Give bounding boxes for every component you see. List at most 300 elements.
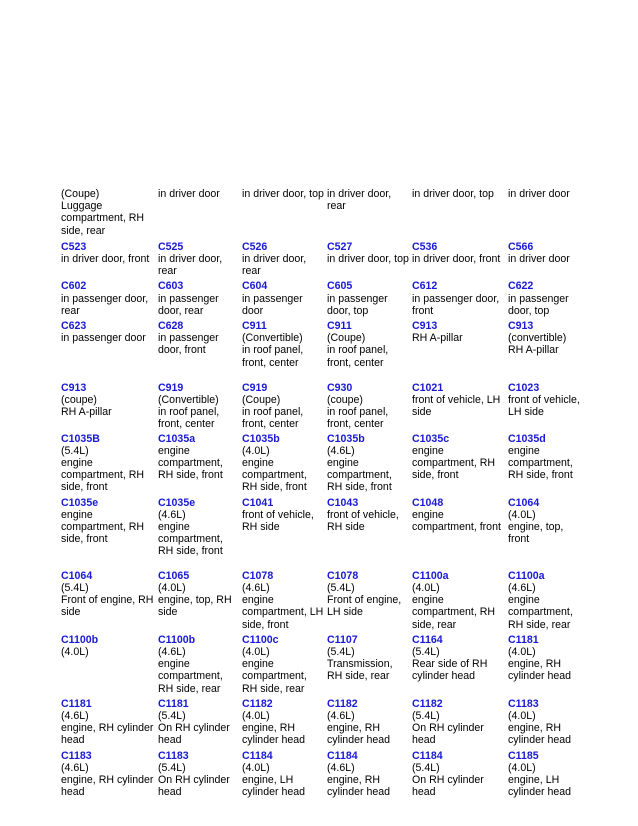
connector-code: C622 xyxy=(508,280,534,293)
connector-cell xyxy=(508,570,581,631)
location-text: On RH cylinder xyxy=(158,722,230,735)
connector-code: C1181 xyxy=(61,697,92,710)
location-text: front, center xyxy=(158,418,215,431)
connector-cell xyxy=(412,570,508,631)
location-text: cylinder head xyxy=(327,734,391,747)
connector-cell xyxy=(508,634,581,695)
connector-cell xyxy=(61,497,158,558)
location-text: (5.4L) xyxy=(61,444,89,457)
location-text: rear xyxy=(158,265,177,278)
location-text: in driver door, xyxy=(242,253,307,266)
location-text: (4.6L) xyxy=(158,508,186,521)
location-text: engine, RH xyxy=(327,722,380,735)
connector-cell xyxy=(61,433,158,494)
connector-cell xyxy=(61,382,158,431)
connector-cell xyxy=(242,634,327,695)
location-text: cylinder head xyxy=(242,734,306,747)
location-text: cylinder head xyxy=(508,670,572,683)
connector-code: C536 xyxy=(412,240,438,253)
connector-code: C1065 xyxy=(158,569,190,582)
location-text: door, top xyxy=(327,304,369,317)
connector-cell xyxy=(242,433,327,494)
location-text: rear xyxy=(242,265,261,278)
location-text: engine xyxy=(327,457,359,470)
connector-cell xyxy=(508,280,581,317)
location-text: in driver door, top xyxy=(412,188,494,200)
location-text: RH side, front xyxy=(158,469,223,482)
table-row xyxy=(61,382,581,431)
connector-code: C604 xyxy=(242,280,268,293)
location-text: Transmission, xyxy=(327,658,393,671)
connector-cell xyxy=(242,698,327,747)
location-text: front, center xyxy=(327,418,384,431)
location-text: engine, top, xyxy=(508,521,564,534)
location-text: in roof panel, xyxy=(242,406,304,419)
table-row xyxy=(61,241,581,278)
location-text: LH side xyxy=(508,406,544,419)
connector-code: C913 xyxy=(412,320,438,333)
location-text: cylinder head xyxy=(508,786,572,799)
connector-cell xyxy=(158,382,242,431)
connector-code: C1181 xyxy=(158,697,189,710)
connector-cell xyxy=(412,634,508,695)
location-text: engine xyxy=(242,457,274,470)
location-text: (coupe) xyxy=(61,394,97,407)
connector-code: C603 xyxy=(158,280,184,293)
location-text: front, center xyxy=(242,418,299,431)
location-text: engine xyxy=(508,444,540,457)
location-text: RH A-pillar xyxy=(412,332,463,345)
connector-code: C525 xyxy=(158,240,184,253)
location-text: compartment, xyxy=(242,469,307,482)
connector-code: C1182 xyxy=(327,697,358,710)
connector-cell xyxy=(327,497,412,558)
table-row xyxy=(61,497,581,558)
table-row xyxy=(61,698,581,747)
location-text: in roof panel, xyxy=(327,406,389,419)
connector-code: C1100c xyxy=(242,633,279,646)
location-text: Rear side of RH xyxy=(412,658,488,671)
location-text: side xyxy=(412,406,432,419)
connector-code: C1183 xyxy=(61,749,92,762)
location-text: engine, RH cylinder xyxy=(61,722,154,735)
connector-code: C911 xyxy=(327,320,352,333)
table-row xyxy=(61,750,581,799)
table-row xyxy=(61,320,581,369)
location-text: head xyxy=(412,786,436,799)
location-text: cylinder head xyxy=(508,734,572,747)
connector-code: C1078 xyxy=(242,569,274,582)
location-text: front of vehicle, LH xyxy=(412,394,501,407)
connector-code: C1183 xyxy=(158,749,189,762)
connector-code: C1100b xyxy=(61,633,99,646)
connector-cell xyxy=(508,320,581,369)
location-text: in driver door xyxy=(158,188,220,200)
location-text: engine xyxy=(242,594,274,607)
connector-cell xyxy=(327,433,412,494)
location-text: in passenger door xyxy=(61,332,146,345)
location-text: (4.6L) xyxy=(508,581,536,594)
connector-code: C1021 xyxy=(412,381,444,394)
location-text: engine, RH xyxy=(327,773,380,786)
connector-cell xyxy=(242,241,327,278)
connector-cell xyxy=(61,750,158,799)
location-text: engine xyxy=(412,444,444,457)
location-text: RH A-pillar xyxy=(61,406,112,419)
location-text: (Convertible) xyxy=(242,332,303,345)
connector-cell xyxy=(412,320,508,369)
connector-cell xyxy=(242,320,327,369)
location-text: (Convertible) xyxy=(158,394,219,407)
location-text: compartment, xyxy=(158,670,223,683)
location-text: front xyxy=(508,533,530,546)
connector-code: C623 xyxy=(61,320,87,333)
location-text: side, rear xyxy=(61,224,106,237)
location-text: compartment, xyxy=(327,469,392,482)
location-text: (5.4L) xyxy=(412,761,440,774)
location-text: RH side, front xyxy=(508,469,573,482)
location-text: in passenger door, xyxy=(412,292,500,305)
connector-code: C523 xyxy=(61,240,87,253)
connector-code: C1100a xyxy=(412,569,449,582)
location-text: Luggage xyxy=(61,200,103,213)
location-text: (4.0L) xyxy=(508,645,536,658)
location-text: engine, LH xyxy=(242,773,294,786)
location-text: On RH cylinder xyxy=(412,773,484,786)
connector-cell xyxy=(242,750,327,799)
connector-code: C566 xyxy=(508,240,534,253)
connector-code: C628 xyxy=(158,320,184,333)
location-text: in roof panel, xyxy=(158,406,220,419)
location-text: front, center xyxy=(242,356,299,369)
connector-cell xyxy=(61,634,158,695)
connector-cell xyxy=(412,750,508,799)
connector-code: C1078 xyxy=(327,569,359,582)
location-text: in passenger xyxy=(508,292,569,305)
table-row xyxy=(61,280,581,317)
connector-code: C605 xyxy=(327,280,353,293)
location-text: (4.0L) xyxy=(242,444,270,457)
connector-cell xyxy=(508,382,581,431)
location-text: cylinder head xyxy=(412,670,476,683)
connector-code: C602 xyxy=(61,280,87,293)
connector-code: C1183 xyxy=(508,697,539,710)
location-text: compartment, xyxy=(508,457,573,470)
connector-cell xyxy=(327,382,412,431)
connector-code: C1035c xyxy=(412,432,450,445)
connector-cell xyxy=(158,634,242,695)
connector-cell xyxy=(412,188,508,237)
location-text: (4.0L) xyxy=(61,645,89,658)
location-text: front of vehicle, xyxy=(242,508,314,521)
location-text: in driver door, front xyxy=(412,253,501,266)
connector-code: C1182 xyxy=(412,697,443,710)
location-text: in passenger xyxy=(242,292,303,305)
location-text: side, front xyxy=(242,618,289,631)
location-text: engine xyxy=(412,594,444,607)
location-text: (4.0L) xyxy=(508,709,536,722)
location-text: engine xyxy=(61,457,93,470)
location-text: cylinder head xyxy=(327,786,391,799)
connector-code: C527 xyxy=(327,240,353,253)
connector-cell xyxy=(508,497,581,558)
location-text: in driver door xyxy=(508,253,570,266)
location-text: (4.6L) xyxy=(61,761,89,774)
location-text: (4.6L) xyxy=(327,444,355,457)
location-text: compartment, front xyxy=(412,521,501,534)
connector-cell xyxy=(61,698,158,747)
location-text: Front of engine, xyxy=(327,594,402,607)
location-text: head xyxy=(412,734,436,747)
connector-cell xyxy=(61,188,158,237)
location-text: engine xyxy=(242,658,274,671)
connector-code: C913 xyxy=(508,320,534,333)
location-text: engine xyxy=(61,508,93,521)
connector-cell xyxy=(327,570,412,631)
location-text: head xyxy=(158,734,182,747)
location-text: RH side, rear xyxy=(158,682,221,695)
connector-cell xyxy=(327,634,412,695)
location-text: door, top xyxy=(508,304,550,317)
location-text: engine, RH xyxy=(242,722,295,735)
connector-code: C919 xyxy=(242,381,268,394)
connector-cell xyxy=(61,241,158,278)
connector-code: C1048 xyxy=(412,496,444,509)
location-text: engine, RH xyxy=(508,722,561,735)
connector-cell xyxy=(242,382,327,431)
location-text: RH side, rear xyxy=(508,618,571,631)
connector-cell xyxy=(158,188,242,237)
connector-code: C1184 xyxy=(242,749,273,762)
connector-code: C1184 xyxy=(327,749,358,762)
connector-code: C930 xyxy=(327,381,353,394)
location-text: (Coupe) xyxy=(61,188,100,200)
connector-cell xyxy=(61,570,158,631)
connector-code: C612 xyxy=(412,280,438,293)
location-text: (Coupe) xyxy=(242,394,281,407)
location-text: compartment, LH xyxy=(242,606,324,619)
location-text: compartment, RH xyxy=(412,457,496,470)
connector-code: C1100b xyxy=(158,633,196,646)
connector-cell xyxy=(242,280,327,317)
table-row xyxy=(61,570,581,631)
location-text: in roof panel, xyxy=(327,344,389,357)
location-text: compartment, RH xyxy=(412,606,496,619)
connector-cell xyxy=(412,433,508,494)
connector-code: C1181 xyxy=(508,633,539,646)
connector-code: C1035b xyxy=(327,432,365,445)
location-text: head xyxy=(61,734,85,747)
location-text: RH side, front xyxy=(327,481,392,494)
connector-cell xyxy=(242,497,327,558)
location-text: (4.6L) xyxy=(61,709,89,722)
location-text: engine xyxy=(508,594,540,607)
location-text: in driver door xyxy=(508,188,570,200)
connector-code: C1035a xyxy=(158,432,196,445)
connector-code: C1035b xyxy=(242,432,280,445)
location-text: RH A-pillar xyxy=(508,344,559,357)
location-text: in passenger xyxy=(158,292,219,305)
location-text: RH side xyxy=(327,521,365,534)
location-text: side, front xyxy=(412,469,459,482)
location-text: RH side, rear xyxy=(242,682,305,695)
location-text: engine, LH xyxy=(508,773,560,786)
location-text: side, front xyxy=(61,533,108,546)
location-text: in driver door, top xyxy=(242,188,324,200)
connector-code: C913 xyxy=(61,381,87,394)
location-text: (4.0L) xyxy=(508,508,536,521)
location-text: engine xyxy=(158,521,190,534)
connector-cell xyxy=(508,188,581,237)
location-text: front of vehicle, xyxy=(327,508,399,521)
connector-cell xyxy=(158,698,242,747)
connector-cell xyxy=(158,280,242,317)
connector-cell xyxy=(508,698,581,747)
connector-cell xyxy=(242,570,327,631)
table-row xyxy=(61,433,581,494)
location-text: (5.4L) xyxy=(412,645,440,658)
connector-code: C1184 xyxy=(412,749,443,762)
location-text: engine xyxy=(158,444,190,457)
location-text: engine, top, RH xyxy=(158,594,232,607)
connector-cell xyxy=(412,497,508,558)
connector-code: C1041 xyxy=(242,496,274,509)
connector-cell xyxy=(158,433,242,494)
location-text: Front of engine, RH xyxy=(61,594,154,607)
connector-location-table xyxy=(61,188,581,798)
location-text: in driver door, xyxy=(158,253,223,266)
location-text: (5.4L) xyxy=(61,581,89,594)
connector-code: C1035B xyxy=(61,432,100,445)
location-text: (5.4L) xyxy=(412,709,440,722)
location-text: (5.4L) xyxy=(158,761,186,774)
location-text: front of vehicle, xyxy=(508,394,580,407)
location-text: (5.4L) xyxy=(327,581,355,594)
location-text: (4.0L) xyxy=(242,761,270,774)
location-text: (coupe) xyxy=(327,394,363,407)
table-row xyxy=(61,188,581,237)
location-text: rear xyxy=(61,304,80,317)
connector-code: C911 xyxy=(242,320,267,333)
location-text: (4.6L) xyxy=(327,709,355,722)
location-text: engine xyxy=(158,658,190,671)
connector-cell xyxy=(412,241,508,278)
connector-cell xyxy=(327,750,412,799)
location-text: engine xyxy=(412,508,444,521)
location-text: (Coupe) xyxy=(327,332,366,345)
location-text: engine, RH cylinder xyxy=(61,773,154,786)
location-text: front xyxy=(412,304,434,317)
location-text: (4.6L) xyxy=(327,761,355,774)
connector-code: C1100a xyxy=(508,569,545,582)
connector-cell xyxy=(327,698,412,747)
location-text: in driver door, top xyxy=(327,253,409,266)
connector-code: C1107 xyxy=(327,633,358,646)
location-text: (4.6L) xyxy=(158,645,186,658)
location-text: LH side xyxy=(327,606,363,619)
location-text: (4.0L) xyxy=(158,581,186,594)
location-text: in driver door, xyxy=(327,188,392,200)
connector-code: C1035e xyxy=(158,496,196,509)
connector-code: C919 xyxy=(158,381,184,394)
table-row xyxy=(61,634,581,695)
connector-cell xyxy=(327,280,412,317)
connector-cell xyxy=(412,280,508,317)
connector-code: C1164 xyxy=(412,633,443,646)
location-text: (4.0L) xyxy=(508,761,536,774)
location-text: door, front xyxy=(158,344,206,357)
location-text: (4.6L) xyxy=(242,581,270,594)
connector-code: C1035d xyxy=(508,432,546,445)
location-text: side, front xyxy=(61,481,108,494)
location-text: in driver door, front xyxy=(61,253,150,266)
location-text: (4.0L) xyxy=(242,645,270,658)
location-text: in passenger door, xyxy=(61,292,149,305)
location-text: RH side, front xyxy=(242,481,307,494)
location-text: side xyxy=(158,606,178,619)
location-text: (convertible) xyxy=(508,332,567,345)
connector-code: C1023 xyxy=(508,381,540,394)
location-text: head xyxy=(158,786,182,799)
connector-cell xyxy=(158,241,242,278)
connector-cell xyxy=(508,750,581,799)
connector-code: C1064 xyxy=(61,569,93,582)
location-text: (5.4L) xyxy=(158,709,186,722)
location-text: (4.0L) xyxy=(242,709,270,722)
location-text: in passenger xyxy=(158,332,219,345)
location-text: RH side, rear xyxy=(327,670,390,683)
location-text: head xyxy=(61,786,85,799)
location-text: cylinder head xyxy=(242,786,306,799)
connector-cell xyxy=(61,280,158,317)
location-text: in roof panel, xyxy=(242,344,304,357)
location-text: compartment, xyxy=(158,457,223,470)
connector-code: C1182 xyxy=(242,697,273,710)
connector-cell xyxy=(158,750,242,799)
connector-code: C1035e xyxy=(61,496,99,509)
location-text: On RH cylinder xyxy=(412,722,484,735)
connector-cell xyxy=(508,241,581,278)
location-text: rear xyxy=(327,200,346,213)
connector-cell xyxy=(242,188,327,237)
connector-cell xyxy=(158,570,242,631)
location-text: door, rear xyxy=(158,304,204,317)
location-text: RH side xyxy=(242,521,280,534)
connector-cell xyxy=(327,188,412,237)
location-text: (4.0L) xyxy=(412,581,440,594)
connector-code: C1064 xyxy=(508,496,540,509)
connector-code: C526 xyxy=(242,240,268,253)
connector-cell xyxy=(412,698,508,747)
connector-cell xyxy=(327,241,412,278)
connector-cell xyxy=(327,320,412,369)
connector-cell xyxy=(61,320,158,369)
location-text: in passenger xyxy=(327,292,388,305)
location-text: side, rear xyxy=(412,618,457,631)
location-text: front, center xyxy=(327,356,384,369)
location-text: compartment, xyxy=(242,670,307,683)
location-text: RH side, front xyxy=(158,545,223,558)
connector-cell xyxy=(508,433,581,494)
connector-cell xyxy=(158,497,242,558)
connector-cell xyxy=(158,320,242,369)
location-text: compartment, RH xyxy=(61,469,145,482)
connector-code: C1185 xyxy=(508,749,539,762)
location-text: door xyxy=(242,304,264,317)
location-text: side xyxy=(61,606,81,619)
location-text: engine, RH xyxy=(508,658,561,671)
location-text: compartment, RH xyxy=(61,212,145,225)
